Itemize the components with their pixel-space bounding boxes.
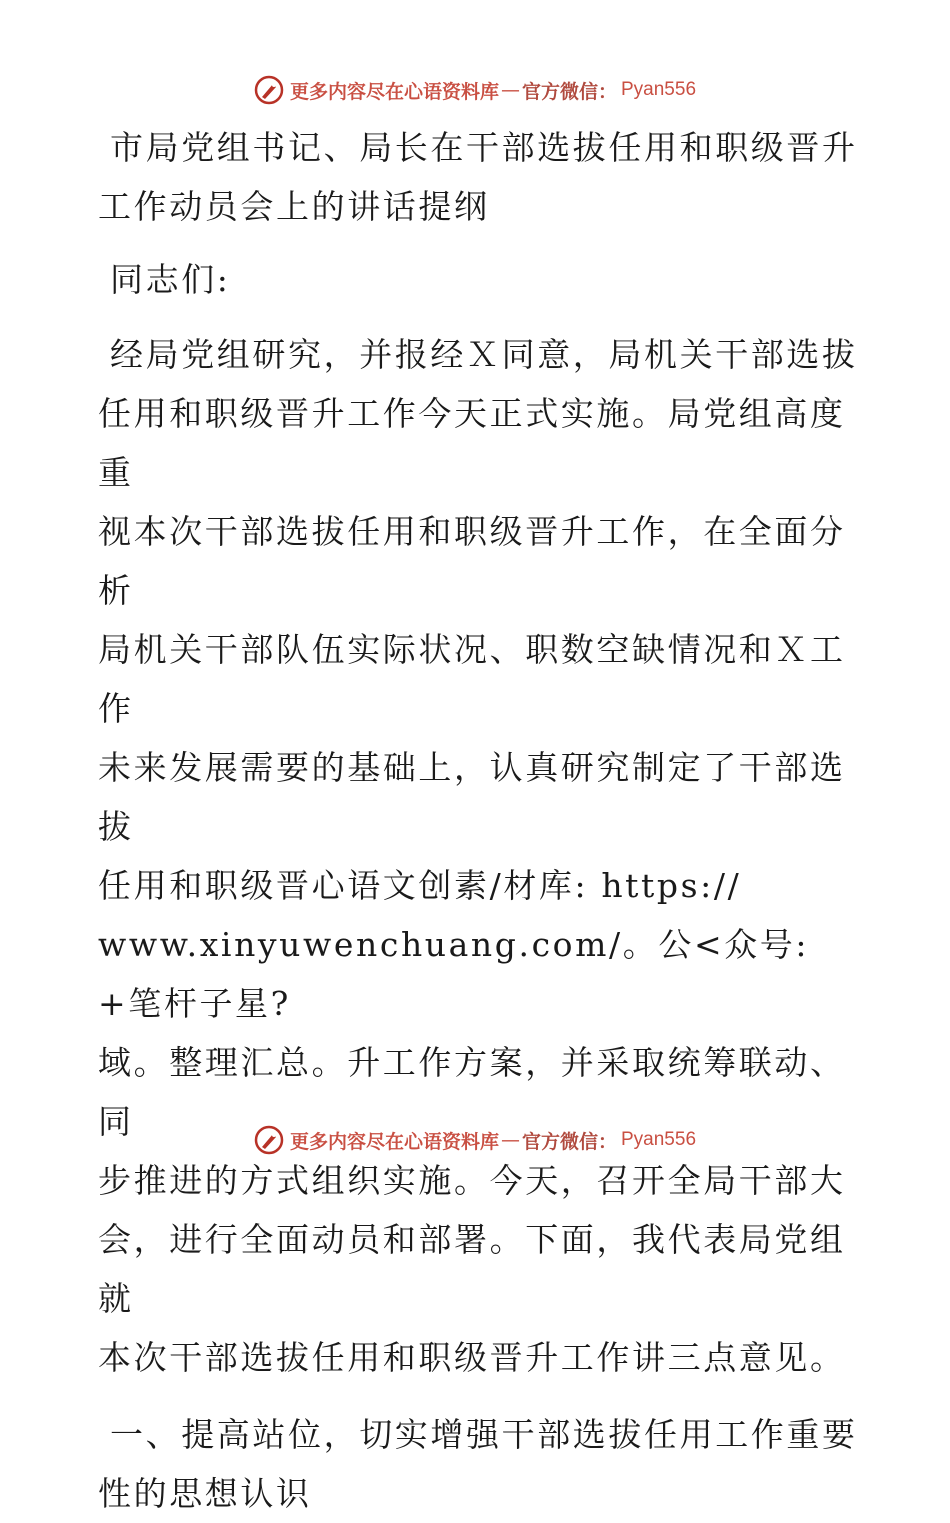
paragraph-line: 步推进的方式组织实施。今天，召开全局干部大 — [98, 1161, 846, 1200]
watermark-wechat-id: Pyan556 — [621, 1129, 697, 1150]
header-watermark — [0, 70, 950, 110]
paragraph-line: 局机关干部队伍实际状况、职数空缺情况和Ｘ工作 — [98, 630, 846, 728]
paragraph-line: 任用和职级晋升工作今天正式实施。局党组高度重 — [98, 394, 846, 492]
paragraph-line: www.xinyuwenchuang.com/。公<众号: +笔杆子星? — [98, 925, 810, 1023]
paragraph-line: 域。整理汇总。升工作方案，并采取统筹联动、同 — [98, 1043, 846, 1141]
document-body — [98, 118, 858, 1523]
paragraph-line: 本次干部选拔任用和职级晋升工作讲三点意见。 — [98, 1338, 846, 1377]
paragraph-line: 视本次干部选拔任用和职级晋升工作，在全面分析 — [98, 512, 846, 610]
watermark-text: 更多内容尽在心语资料库 — [289, 80, 499, 103]
watermark-wechat-id: Pyan556 — [621, 79, 697, 100]
watermark-dash: — — [500, 1129, 520, 1151]
watermark-dash: — — [500, 79, 520, 101]
heading-line: 性的思想认识 — [98, 1474, 312, 1513]
footer-watermark — [0, 1120, 950, 1160]
title-line: 工作动员会上的讲话提纲 — [98, 187, 490, 226]
greeting: 同志们: — [110, 260, 231, 299]
pen-nib-logo-icon — [254, 75, 284, 105]
title-line: 市局党组书记、局长在干部选拔任用和职级晋升 — [110, 128, 858, 167]
pen-nib-logo-icon — [254, 1125, 284, 1155]
watermark-official-label: 官方微信： — [521, 1130, 617, 1153]
body-paragraph — [98, 325, 858, 1387]
heading-line: 一、提高站位，切实增强干部选拔任用工作重要 — [110, 1415, 858, 1454]
document-title — [98, 118, 858, 236]
watermark-text: 更多内容尽在心语资料库 — [289, 1130, 499, 1153]
paragraph-line: 经局党组研究，并报经Ｘ同意，局机关干部选拔 — [110, 335, 858, 374]
watermark-official-label: 官方微信： — [521, 80, 617, 103]
paragraph-line: 会，进行全面动员和部署。下面，我代表局党组就 — [98, 1220, 846, 1318]
paragraph-line: 未来发展需要的基础上，认真研究制定了干部选拔 — [98, 748, 846, 846]
section-heading — [98, 1405, 858, 1523]
paragraph-line: 任用和职级晋心语文创素/材库: https:// — [98, 866, 742, 905]
